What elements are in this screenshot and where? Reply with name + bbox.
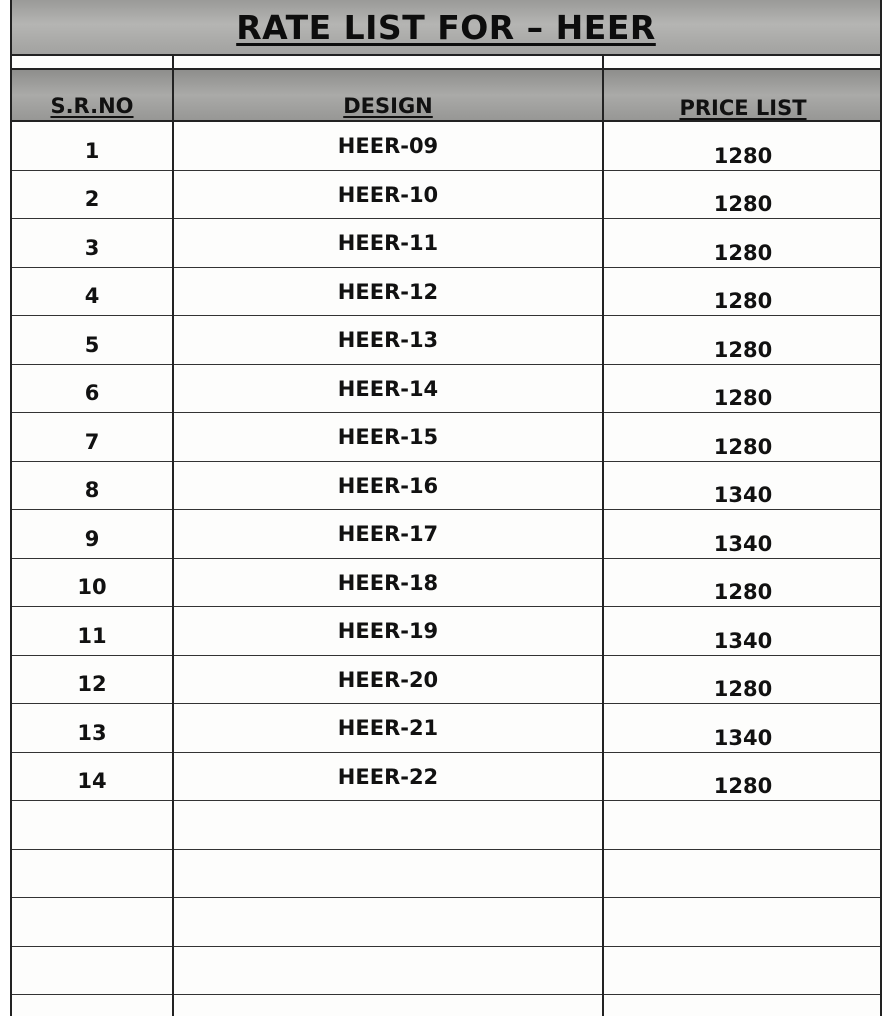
design-cell: HEER-20 <box>337 667 439 692</box>
price-cell: 1340 <box>713 628 773 653</box>
sr-no-cell: 6 <box>84 381 100 406</box>
design-cell: HEER-17 <box>337 522 439 546</box>
table-row <box>12 413 880 462</box>
design-cell: HEER-10 <box>337 182 439 207</box>
design-cell <box>174 898 602 946</box>
design-cell: HEER-13 <box>337 328 439 352</box>
price-cell <box>604 850 882 898</box>
sr-no-cell: 2 <box>84 187 100 212</box>
sr-no-cell: 10 <box>77 575 107 600</box>
table-row <box>12 219 880 268</box>
table-row <box>12 510 880 559</box>
sr-no-cell <box>12 898 172 946</box>
sr-no-cell: 12 <box>77 672 107 697</box>
table-row <box>12 947 880 996</box>
price-cell: 1340 <box>713 483 773 508</box>
column-divider <box>172 56 174 1016</box>
price-cell: 1340 <box>713 531 773 556</box>
sr-no-cell: 11 <box>77 623 107 648</box>
header-price-list: PRICE LIST <box>679 96 807 120</box>
table-row <box>12 268 880 317</box>
design-cell: HEER-21 <box>337 716 439 740</box>
sr-no-cell: 8 <box>84 478 100 503</box>
table-row <box>12 607 880 656</box>
sr-no-cell <box>12 947 172 995</box>
table-row <box>12 898 880 947</box>
design-cell: HEER-12 <box>337 279 439 304</box>
price-cell: 1280 <box>713 337 773 362</box>
sr-no-cell: 1 <box>84 138 100 163</box>
design-cell: HEER-15 <box>337 425 439 449</box>
rate-list-sheet <box>10 0 882 1016</box>
sr-no-cell: 9 <box>84 526 100 551</box>
price-cell: 1280 <box>713 143 773 168</box>
table-row <box>12 850 880 899</box>
page-title: RATE LIST FOR – HEER <box>236 8 656 47</box>
sr-no-cell <box>12 801 172 849</box>
price-cell: 1280 <box>713 386 773 411</box>
table-row <box>12 559 880 608</box>
table-header <box>12 70 880 122</box>
table-row <box>12 462 880 511</box>
design-cell <box>174 801 602 849</box>
sr-no-cell: 4 <box>84 284 100 309</box>
design-cell: HEER-11 <box>337 231 439 255</box>
header-design: DESIGN <box>343 94 433 118</box>
price-cell <box>604 898 882 946</box>
design-cell <box>174 947 602 995</box>
design-cell: HEER-19 <box>337 619 439 643</box>
price-cell <box>604 947 882 995</box>
table-row <box>12 656 880 705</box>
table-body <box>12 122 880 995</box>
price-cell <box>604 801 882 849</box>
sr-no-cell: 7 <box>84 429 100 454</box>
sr-no-cell <box>12 850 172 898</box>
price-cell: 1280 <box>713 677 773 702</box>
price-cell: 1340 <box>713 725 773 750</box>
table-row <box>12 801 880 850</box>
design-cell: HEER-22 <box>337 764 439 789</box>
table-row <box>12 753 880 802</box>
table-row <box>12 704 880 753</box>
header-sr-no: S.R.NO <box>50 94 134 118</box>
table-row <box>12 365 880 414</box>
title-bar <box>12 0 880 56</box>
sr-no-cell: 14 <box>77 769 107 794</box>
table-row <box>12 316 880 365</box>
sr-no-cell: 5 <box>84 332 100 357</box>
sr-no-cell: 13 <box>77 720 107 745</box>
design-cell <box>174 850 602 898</box>
design-cell: HEER-18 <box>337 570 439 595</box>
price-cell: 1280 <box>713 240 773 265</box>
design-cell: HEER-14 <box>337 376 439 401</box>
design-cell: HEER-16 <box>337 473 439 498</box>
table-row <box>12 122 880 171</box>
design-cell: HEER-09 <box>337 134 439 158</box>
price-cell: 1280 <box>713 192 773 217</box>
table-row <box>12 171 880 220</box>
spacer-row <box>12 56 880 70</box>
price-cell: 1280 <box>713 774 773 799</box>
column-divider <box>602 56 604 1016</box>
price-cell: 1280 <box>713 289 773 314</box>
price-cell: 1280 <box>713 434 773 459</box>
sr-no-cell: 3 <box>84 235 100 260</box>
price-cell: 1280 <box>713 580 773 605</box>
